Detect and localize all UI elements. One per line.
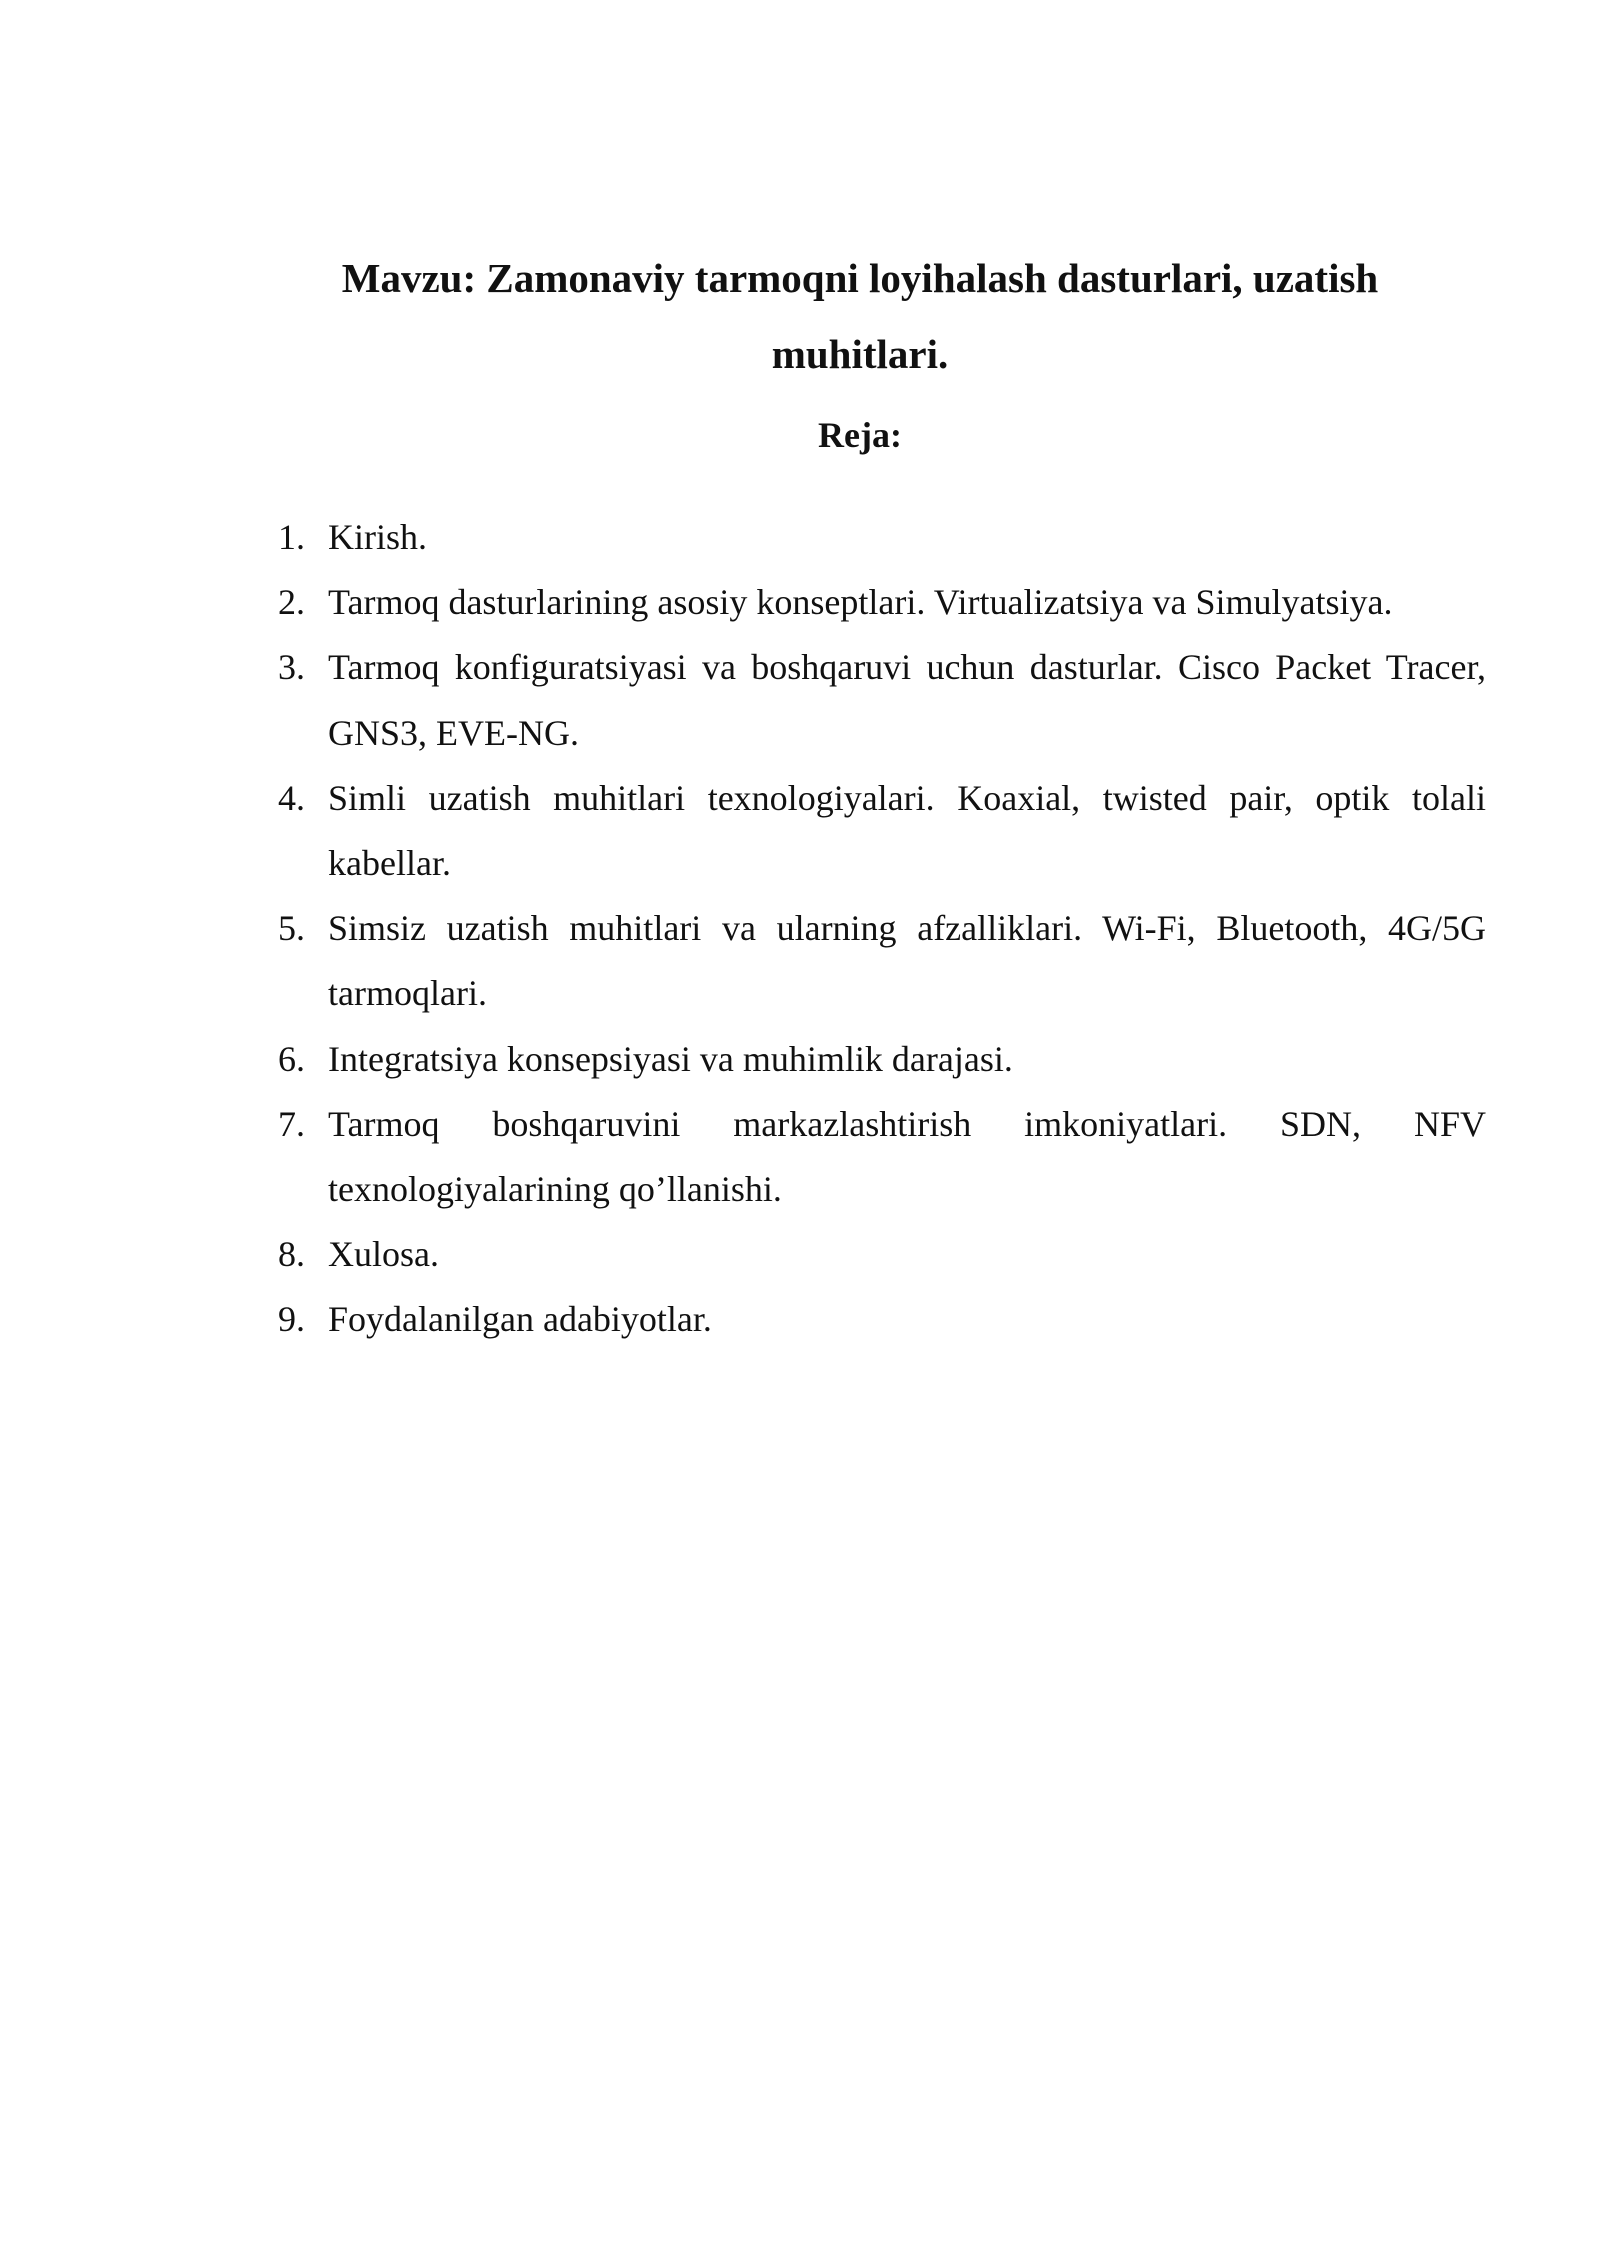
- plan-item-text: Kirish.: [328, 517, 427, 557]
- plan-item-text: Tarmoq boshqaruvini markazlashtirish imkoniyatlari. SDN, NFV texnologiyalarining qo’llanishi.: [328, 1103, 1486, 1210]
- plan-item-number: 7.: [278, 1103, 305, 1144]
- plan-item-number: 6.: [278, 1038, 305, 1079]
- plan-item-number: 2.: [278, 582, 305, 623]
- plan-heading: Reja:: [818, 415, 902, 455]
- plan-item-4: [270, 766, 1486, 896]
- plan-item-6: [270, 1027, 1486, 1092]
- plan-item-9: [270, 1287, 1486, 1352]
- plan-item-7: [270, 1092, 1486, 1222]
- plan-item-text: Simsiz uzatish muhitlari va ularning afzalliklari. Wi-Fi, Bluetooth, 4G/5G tarmoqlari.: [328, 908, 1486, 1014]
- plan-item-number: 4.: [278, 777, 305, 818]
- plan-item-number: 8.: [278, 1234, 305, 1275]
- plan-item-text: Tarmoq konfiguratsiyasi va boshqaruvi uchun dasturlar. Cisco Packet Tracer, GNS3, EVE-NG.: [328, 647, 1486, 753]
- plan-item-text: Tarmoq dasturlarining asosiy konseptlari. Virtualizatsiya va Simulyatsiya.: [328, 582, 1393, 623]
- plan-item-number: 9.: [278, 1299, 305, 1340]
- plan-item-8: [270, 1222, 1486, 1287]
- plan-item-1: [270, 505, 1486, 570]
- plan-item-5: [270, 896, 1486, 1026]
- plan-item-text: Foydalanilgan adabiyotlar.: [328, 1299, 712, 1340]
- plan-list: [270, 505, 1486, 1353]
- plan-item-text: Xulosa.: [328, 1234, 439, 1275]
- plan-item-number: 1.: [278, 517, 305, 557]
- plan-item-text: Integratsiya konsepsiyasi va muhimlik darajasi.: [328, 1038, 1013, 1079]
- plan-item-number: 5.: [278, 908, 305, 949]
- plan-item-text: Simli uzatish muhitlari texnologiyalari. Koaxial, twisted pair, optik tolali kabellar.: [328, 777, 1486, 884]
- plan-item-2: [270, 570, 1486, 635]
- plan-item-number: 3.: [278, 647, 305, 688]
- plan-item-3: [270, 635, 1486, 765]
- page-title: Mavzu: Zamonaviy tarmoqni loyihalash dasturlari, uzatish muhitlari.: [341, 255, 1379, 377]
